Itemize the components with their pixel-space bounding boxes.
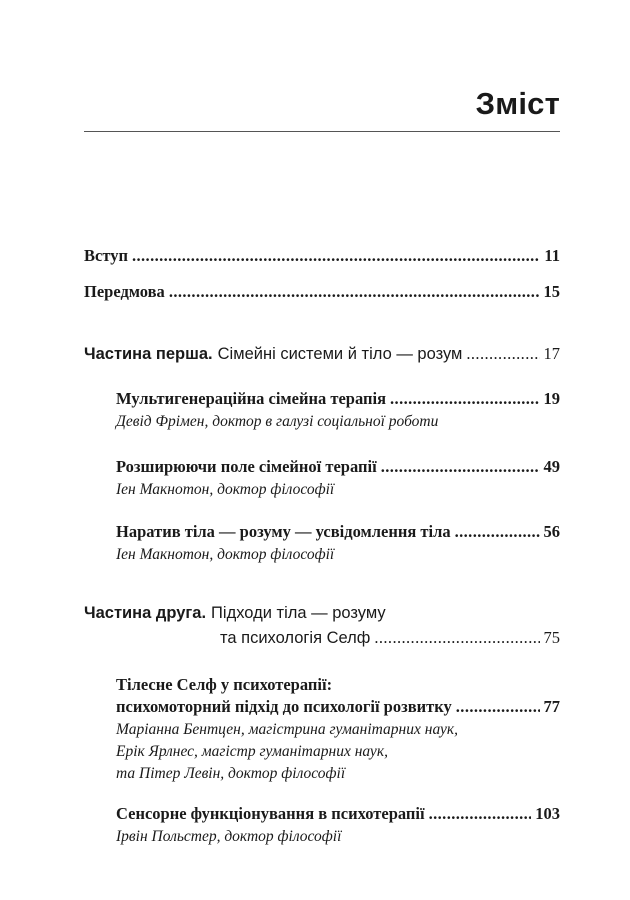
- dot-leader: [466, 344, 539, 364]
- toc-entry-label: Тілесне Селф у психотерапії:: [116, 675, 333, 694]
- chapter-author: Іен Макнотон, доктор філософії: [116, 546, 335, 563]
- chapter-author: Іен Макнотон, доктор філософії: [116, 481, 335, 498]
- toc-entry-part2-line1[interactable]: [84, 603, 560, 623]
- toc-entry-ch2[interactable]: [116, 457, 560, 477]
- toc-entry-ch1[interactable]: [116, 389, 560, 409]
- toc-entry-label: Сенсорне функціонування в психотерапії: [116, 804, 425, 823]
- chapter-author: Ерік Ярлнес, магістр гуманітарних наук,: [116, 743, 388, 760]
- dot-leader: [455, 522, 540, 542]
- chapter-author: Ірвін Польстер, доктор філософії: [116, 828, 342, 845]
- toc-page-number: 15: [543, 282, 560, 301]
- toc-page-number: 11: [544, 246, 560, 265]
- toc-page-number: 56: [543, 522, 560, 541]
- toc-page-number: 103: [535, 804, 560, 823]
- dot-leader: [390, 389, 539, 409]
- toc-entry-label: Наратив тіла — розуму — усвідомлення тіла: [116, 522, 451, 541]
- toc-page-number: 49: [543, 457, 560, 476]
- page-title: Зміст: [475, 86, 560, 121]
- dot-leader: [132, 246, 540, 266]
- toc-entry-ch4-line2[interactable]: [116, 697, 560, 717]
- toc-page-number: 77: [543, 697, 560, 716]
- part-title: Сімейні системи й тіло — розум: [217, 345, 463, 363]
- toc-entry-label-continued: психомоторний підхід до психології розвитку: [116, 697, 452, 716]
- toc-entry-ch4-line1[interactable]: [116, 675, 560, 695]
- toc-entry-part2-line2[interactable]: [220, 628, 560, 648]
- dot-leader: [374, 628, 539, 648]
- part-prefix: Частина перша.: [84, 345, 213, 363]
- chapter-author: Маріанна Бентцен, магістрина гуманітарних наук,: [116, 721, 458, 738]
- toc-entry-label: Мультигенераційна сімейна терапія: [116, 389, 387, 408]
- toc-entry-ch5[interactable]: [116, 804, 560, 824]
- toc-page-number: 75: [543, 628, 560, 647]
- dot-leader: [456, 697, 540, 717]
- toc-entry-ch3[interactable]: [116, 522, 560, 542]
- dot-leader: [381, 457, 540, 477]
- part-prefix: Частина друга.: [84, 604, 207, 622]
- dot-leader: [169, 282, 540, 302]
- table-of-contents: [84, 0, 560, 900]
- toc-entry-label: Передмова: [84, 282, 165, 301]
- toc-entry-label: Вступ: [84, 246, 128, 265]
- toc-page-number: 17: [543, 344, 560, 363]
- toc-page-number: 19: [543, 389, 560, 408]
- part-title: Підходи тіла — розуму: [211, 604, 386, 622]
- toc-entry-intro[interactable]: [84, 246, 560, 266]
- chapter-author: Девід Фрімен, доктор в галузі соціальної роботи: [116, 413, 439, 430]
- toc-entry-part1[interactable]: [84, 344, 560, 364]
- dot-leader: [429, 804, 532, 824]
- toc-entry-label: Розширюючи поле сімейної терапії: [116, 457, 377, 476]
- part-title-continued: та психологія Селф: [220, 629, 371, 647]
- toc-entry-preface[interactable]: [84, 282, 560, 302]
- chapter-author: та Пітер Левін, доктор філософії: [116, 765, 346, 782]
